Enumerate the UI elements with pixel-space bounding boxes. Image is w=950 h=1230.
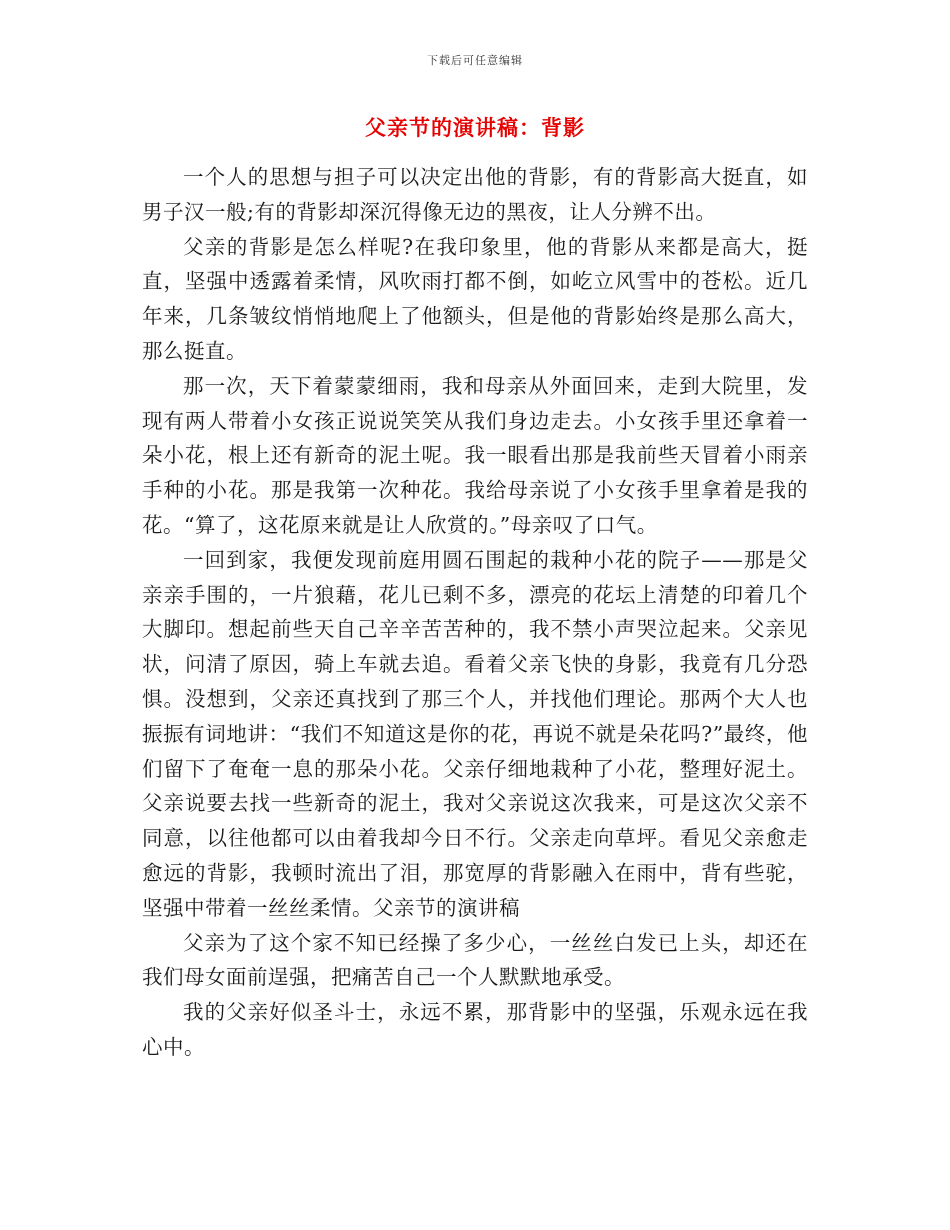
document-title: 父亲节的演讲稿：背影 <box>365 116 585 140</box>
paragraph-2: 父亲的背影是怎么样呢?在我印象里，他的背影从来都是高大，挺直，坚强中透露着柔情，风吹雨打都不倒，如屹立风雪中的苍松。近几年来，几条皱纹悄悄地爬上了他额头，但是他的背影始终是那么高大，那么挺直。 <box>142 234 808 363</box>
page-header-note: 下载后可任意编辑 <box>427 54 523 67</box>
paragraph-4: 一回到家，我便发现前庭用圆石围起的栽种小花的院子——那是父亲亲手围的，一片狼藉，花儿已剩不多，漂亮的花坛上清楚的印着几个大脚印。想起前些天自己辛辛苦苦种的，我不禁小声哭泣起来。父亲见状，问清了原因，骑上车就去追。看着父亲飞快的身影，我竟有几分恐惧。没想到，父亲还真找到了那三个人，并找他们理论。那两个大人也振振有词地讲：“我们不知道这是你的花，再说不就是朵花吗?”最终，他们留下了奄奄一息的那朵小花。父亲仔细地栽种了小花，整理好泥土。父亲说要去找一些新奇的泥土，我对父亲说这次我来，可是这次父亲不同意，以往他都可以由着我却今日不行。父亲走向草坪。看见父亲愈走愈远的背影，我顿时流出了泪，那宽厚的背影融入在雨中，背有些驼，坚强中带着一丝丝柔情。父亲节的演讲稿 <box>142 547 808 920</box>
paragraph-3: 那一次，天下着蒙蒙细雨，我和母亲从外面回来，走到大院里，发现有两人带着小女孩正说说笑笑从我们身边走去。小女孩手里还拿着一朵小花，根上还有新奇的泥土呢。我一眼看出那是我前些天冒着小雨亲手种的小花。那是我第一次种花。我给母亲说了小女孩手里拿着是我的花。“算了，这花原来就是让人欣赏的。”母亲叹了口气。 <box>142 373 808 537</box>
paragraph-5: 父亲为了这个家不知已经操了多少心，一丝丝白发已上头，却还在我们母女面前逞强，把痛苦自己一个人默默地承受。 <box>142 930 808 990</box>
document-body <box>142 160 808 1065</box>
paragraph-1: 一个人的思想与担子可以决定出他的背影，有的背影高大挺直，如男子汉一般;有的背影却深沉得像无边的黑夜，让人分辨不出。 <box>142 165 808 224</box>
paragraph-6: 我的父亲好似圣斗士，永远不累，那背影中的坚强，乐观永远在我心中。 <box>142 1000 808 1059</box>
